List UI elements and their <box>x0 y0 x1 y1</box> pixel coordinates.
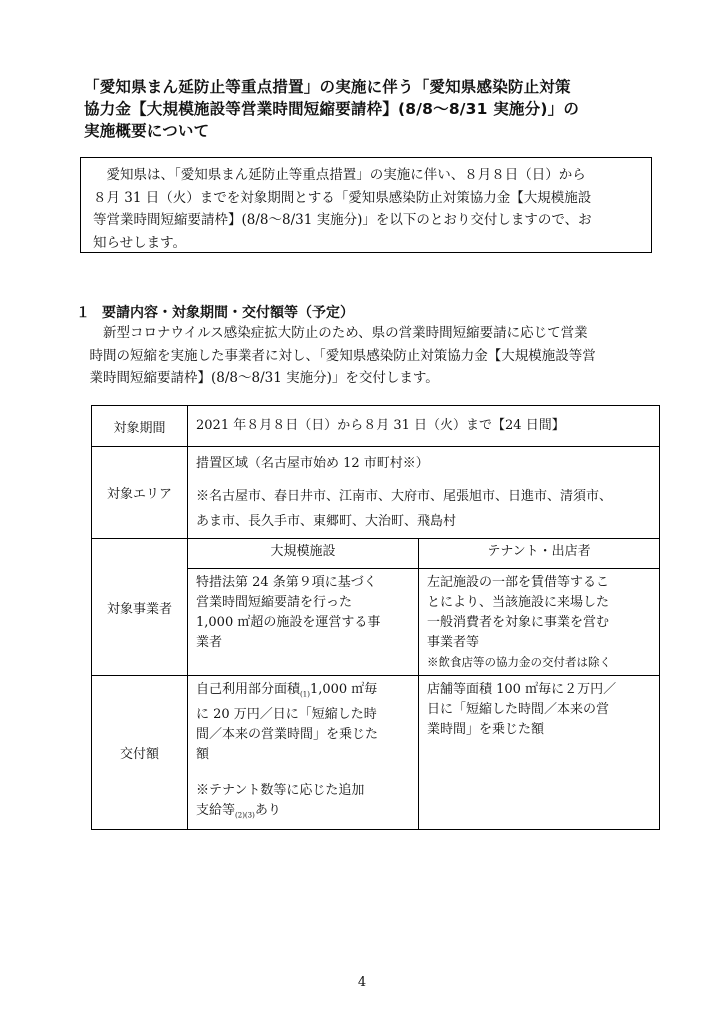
amount-text: あり <box>254 802 281 818</box>
large-amount <box>188 676 419 830</box>
title-line: 「愛知県まん延防止等重点措置」の実施に伴う「愛知県感染防止対策 <box>84 78 571 96</box>
notice-line: 等営業時間短縮要請枠】(8/8～8/31 実施分)」を以下のとおり交付しますので、お <box>93 212 592 228</box>
desc-line: とにより、当該施設に来場した <box>427 595 610 610</box>
amount-line <box>196 680 410 705</box>
amount-line: 額 <box>196 746 210 762</box>
notice-box <box>80 157 652 253</box>
footnote-ref: (2)(3) <box>235 811 255 820</box>
section-title: 要請内容・対象期間・交付額等（予定） <box>102 305 354 321</box>
col-large-facility: 大規模施設 <box>188 539 419 569</box>
amount-line: 店舗等面積 100 ㎡毎に２万円／ <box>427 682 617 697</box>
tenant-desc <box>419 569 660 676</box>
area-line: あま市、長久手市、東郷町、大治町、飛島村 <box>196 514 457 529</box>
amount-line: 間／本来の営業時間」を乗じた <box>196 726 379 742</box>
title-line: 協力金【大規模施設等営業時間短縮要請枠】(8/8～8/31 実施分)」の <box>84 100 580 118</box>
amount-line: 日に「短縮した時間／本来の営 <box>427 702 610 717</box>
document-title <box>84 76 674 142</box>
title-line: 実施概要について <box>84 122 210 140</box>
table-row <box>92 447 660 539</box>
tenant-note: ※飲食店等の協力金の交付者は除く <box>427 655 611 669</box>
amount-label: 交付額 <box>92 676 188 830</box>
table-row <box>92 676 660 830</box>
business-label: 対象事業者 <box>92 539 188 676</box>
amount-note <box>196 801 410 826</box>
desc-line: 1,000 ㎡超の施設を運営する事 <box>196 615 381 630</box>
col-tenant: テナント・出店者 <box>419 539 660 569</box>
large-facility-desc <box>188 569 419 676</box>
amount-line: に 20 万円／日に「短縮した時 <box>196 706 377 722</box>
summary-table <box>91 405 660 830</box>
notice-line: 愛知県は、「愛知県まん延防止等重点措置」の実施に伴い、８月８日（日）から <box>93 167 586 183</box>
desc-line: 事業者等 <box>427 635 480 650</box>
area-line: 措置区域（名古屋市始め 12 市町村※） <box>196 456 429 471</box>
page-number: 4 <box>357 975 367 990</box>
amount-text: 自己利用部分面積 <box>196 682 301 697</box>
tenant-amount <box>419 676 660 830</box>
period-value: 2021 年８月８日（日）から８月 31 日（火）まで【24 日間】 <box>188 406 660 447</box>
desc-line: 営業時間短縮要請を行った <box>196 595 353 610</box>
notice-line: ８月 31 日（火）までを対象期間とする「愛知県感染防止対策協力金【大規模施設 <box>93 189 592 206</box>
section-heading <box>76 302 354 322</box>
amount-note: ※テナント数等に応じた追加 <box>196 782 365 798</box>
desc-line: 特措法第 24 条第９項に基づく <box>196 575 377 590</box>
section-body <box>76 322 676 390</box>
amount-text: 支給等 <box>196 802 236 818</box>
body-line: 時間の短縮を実施した事業者に対し、「愛知県感染防止対策協力金【大規模施設等営 <box>76 347 596 364</box>
area-value <box>188 447 660 539</box>
desc-line: 一般消費者を対象に事業を営む <box>427 615 610 630</box>
table-row <box>92 539 660 569</box>
body-line: 新型コロナウイルス感染症拡大防止のため、県の営業時間短縮要請に応じて営業 <box>76 325 588 341</box>
amount-text: 1,000 ㎡毎 <box>309 682 378 697</box>
notice-line: 知らせします。 <box>93 234 187 251</box>
amount-line: 業時間」を乗じた額 <box>427 722 545 737</box>
footnote-ref: (1) <box>300 690 310 699</box>
area-line: ※名古屋市、春日井市、江南市、大府市、尾張旭市、日進市、清須市、 <box>196 489 613 504</box>
section-number: １ <box>76 305 90 321</box>
desc-line: 業者 <box>196 635 223 650</box>
table-row <box>92 406 660 447</box>
period-label: 対象期間 <box>92 406 188 447</box>
desc-line: 左記施設の一部を賃借等するこ <box>427 575 610 590</box>
body-line: 業時間短縮要請枠】(8/8～8/31 実施分)」を交付します。 <box>76 370 439 386</box>
area-label: 対象エリア <box>92 447 188 539</box>
